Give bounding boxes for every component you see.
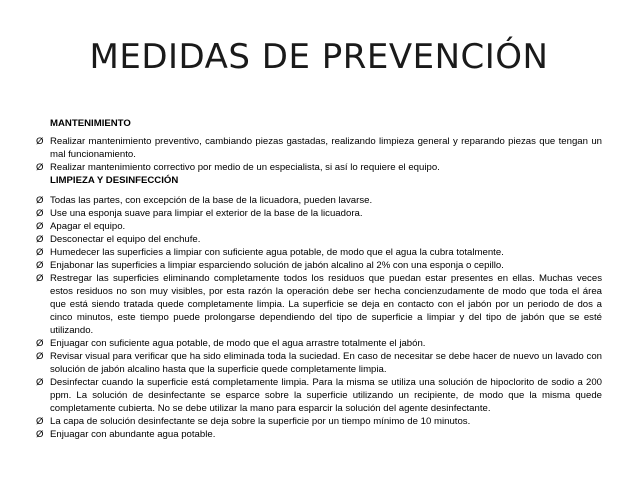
list-item — [36, 415, 602, 428]
list-item-text: Humedecer las superficies a limpiar con suficiente agua potable, de modo que el agua la cubra totalmente. — [50, 247, 504, 258]
list-item-text: La capa de solución desinfectante se deja sobre la superficie por un tiempo mínimo de 10 minutos. — [50, 416, 471, 427]
list-item-text: Enjuagar con abundante agua potable. — [50, 429, 216, 440]
bullet-icon: Ø — [36, 162, 44, 173]
list-item — [36, 428, 602, 441]
bullet-icon: Ø — [36, 260, 44, 271]
list-item — [36, 220, 602, 233]
list-item-text: Realizar mantenimiento correctivo por medio de un especialista, si así lo requiere el equipo. — [50, 162, 440, 173]
bullet-icon: Ø — [36, 416, 44, 427]
list-item-text: Desconectar el equipo del enchufe. — [50, 234, 201, 245]
list-item-text: Realizar mantenimiento preventivo, cambiando piezas gastadas, realizando limpieza general y reparando piezas que tengan un mal funcionamiento. — [50, 136, 602, 160]
list-item — [36, 161, 602, 174]
list-item — [36, 207, 602, 220]
list-item — [36, 194, 602, 207]
list-item — [36, 246, 602, 259]
bullet-icon: Ø — [36, 338, 44, 349]
list-item-text: Use una esponja suave para limpiar el exterior de la base de la licuadora. — [50, 208, 363, 219]
list-item-text: Desinfectar cuando la superficie está completamente limpia. Para la misma se utiliza una solución de hipoclorito de sodio a 200 ppm. La solución de desinfectante se esparce sobre la superficie utilizando un recipiente, de modo que la misma quede completamente cubierta. No se debe utilizar la mano para esparcir la solución del agente desinfectante. — [50, 377, 602, 414]
bullet-icon: Ø — [36, 221, 44, 232]
list-item — [36, 135, 602, 161]
page-title: MEDIDAS DE PREVENCIÓN — [89, 37, 549, 77]
list-item — [36, 259, 602, 272]
section-heading-limpieza: LIMPIEZA Y DESINFECCIÓN — [50, 175, 179, 186]
list-item-text: Enjuagar con suficiente agua potable, de modo que el agua arrastre totalmente el jabón. — [50, 338, 426, 349]
bullet-icon: Ø — [36, 195, 44, 206]
list-item — [36, 233, 602, 246]
document-body — [36, 117, 602, 441]
list-item-text: Enjabonar las superficies a limpiar esparciendo solución de jabón alcalino al 2% con una esponja o cepillo. — [50, 260, 504, 271]
list-item-text: Todas las partes, con excepción de la base de la licuadora, pueden lavarse. — [50, 195, 373, 206]
list-item-text: Restregar las superficies eliminando completamente todos los residuos que puedan estar presentes en ellas. Muchas veces estos residuos no son muy visibles, por esta razón la operación debe ser hecha concienzudamente de modo que toda el área que está siendo tratada quede completamente limpia. La superficie se deja en contacto con el jabón por un periodo de dos a cinco minutos, este tiempo puede prolongarse dependiendo del tipo de superficie a limpiar y del tipo de jabón que se esté utilizando. — [50, 273, 602, 336]
bullet-icon: Ø — [36, 234, 44, 245]
bullet-icon: Ø — [36, 273, 44, 284]
list-item-text: Revisar visual para verificar que ha sido eliminada toda la suciedad. En caso de necesitar se debe hacer de nuevo un lavado con solución de jabón alcalino hasta que la superficie quede completamente limpia. — [50, 351, 602, 375]
bullet-icon: Ø — [36, 247, 44, 258]
list-item — [36, 337, 602, 350]
list-item — [36, 350, 602, 376]
list-item — [36, 376, 602, 415]
bullet-icon: Ø — [36, 377, 44, 388]
bullet-icon: Ø — [36, 136, 44, 147]
bullet-icon: Ø — [36, 208, 44, 219]
bullet-icon: Ø — [36, 429, 44, 440]
list-item — [36, 272, 602, 337]
section-heading-mantenimiento: MANTENIMIENTO — [50, 118, 131, 129]
bullet-icon: Ø — [36, 351, 44, 362]
list-item-text: Apagar el equipo. — [50, 221, 126, 232]
